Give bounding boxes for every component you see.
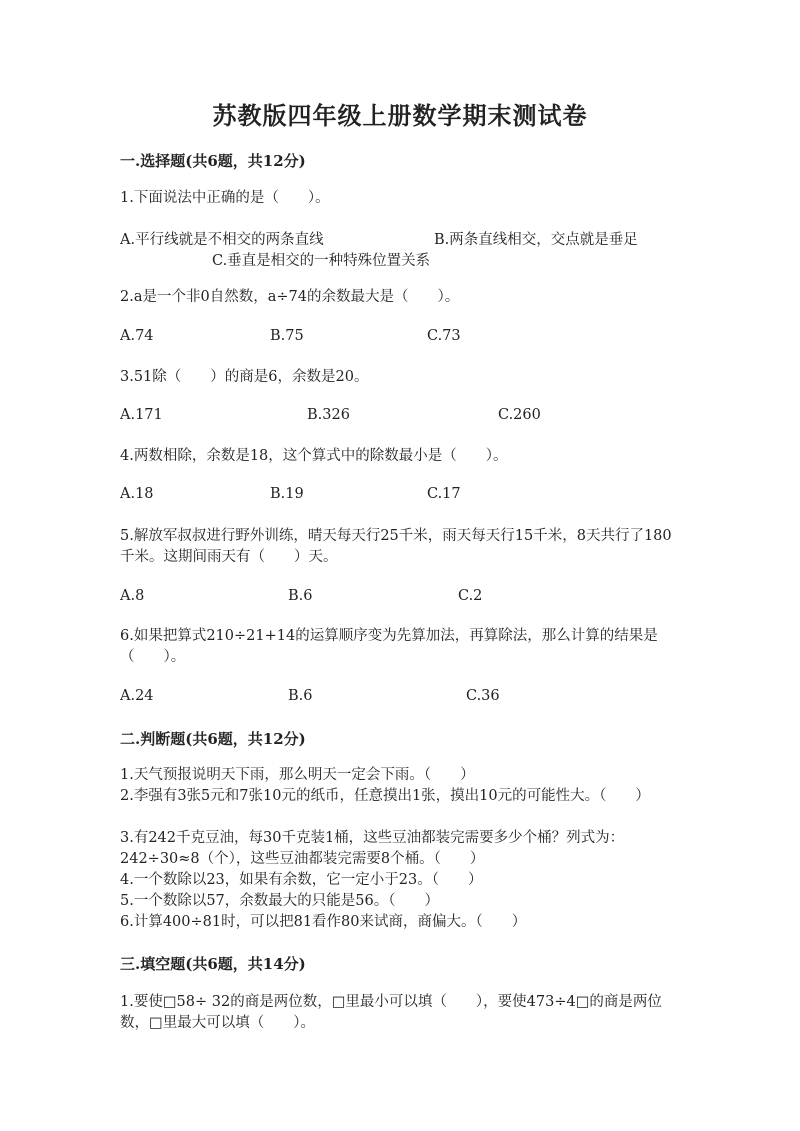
option-c: C.垂直是相交的一种特殊位置关系 (212, 253, 431, 269)
question-6-options (120, 688, 680, 708)
judgement-item: 3.有242千克豆油，每30千克装1桶，这些豆油都装完需要多少个桶？列式为：242÷30≈8（个），这些豆油都装完需要8个桶。（ ） (120, 830, 625, 867)
option-b: B.6 (288, 688, 313, 704)
option-b: B.326 (307, 407, 350, 423)
option-b: B.75 (270, 328, 304, 344)
option-c: C.73 (427, 328, 461, 344)
option-a: A.171 (120, 407, 163, 423)
section-heading-choice: 一.选择题(共6题，共12分) (120, 152, 306, 170)
question-1-options (120, 228, 680, 248)
option-a: A.平行线就是不相交的两条直线 (120, 232, 324, 248)
judgement-item: 6.计算400÷81时，可以把81看作80来试商，商偏大。（ ） (120, 914, 527, 930)
question-1: 1.下面说法中正确的是（ ）。 (120, 190, 330, 206)
section-heading-fill-blank: 三.填空题(共6题，共14分) (120, 955, 306, 973)
question-4: 4.两数相除，余数是18，这个算式中的除数最小是（ ）。 (120, 448, 508, 464)
option-c: C.2 (458, 588, 483, 604)
question-3-options (120, 407, 680, 427)
option-b: B.19 (270, 486, 304, 502)
option-c: C.36 (466, 688, 500, 704)
question-4-options (120, 486, 680, 506)
judgement-item: 1.天气预报说明天下雨，那么明天一定会下雨。（ ） (120, 767, 475, 783)
option-c: C.260 (498, 407, 541, 423)
question-5: 5.解放军叔叔进行野外训练，晴天每天行25千米，雨天每天行15千米，8天共行了180千米。这期间雨天有（ ）天。 (120, 528, 672, 565)
question-5-options (120, 588, 680, 608)
question-6: 6.如果把算式210÷21+14的运算顺序变为先算加法，再算除法，那么计算的结果是（ ）。 (120, 628, 658, 665)
option-b: B.6 (288, 588, 313, 604)
fill-blank-item: 1.要使□58÷ 32的商是两位数，□里最小可以填（ ），要使473÷4□的商是两位数，□里最大可以填（ ）。 (120, 994, 662, 1031)
question-3: 3.51除（ ）的商是6，余数是20。 (120, 369, 369, 385)
option-b: B.两条直线相交，交点就是垂足 (434, 232, 638, 248)
page-title: 苏教版四年级上册数学期末测试卷 (212, 101, 588, 130)
option-c: C.17 (427, 486, 461, 502)
question-2-options (120, 328, 680, 348)
option-a: A.8 (120, 588, 145, 604)
judgement-item: 4.一个数除以23，如果有余数，它一定小于23。（ ） (120, 872, 483, 888)
judgement-item: 5.一个数除以57，余数最大的只能是56。（ ） (120, 893, 439, 909)
question-2: 2.a是一个非0自然数，a÷74的余数最大是（ ）。 (120, 289, 460, 305)
option-a: A.74 (120, 328, 154, 344)
judgement-item: 2.李强有3张5元和7张10元的纸币，任意摸出1张，摸出10元的可能性大。（ ） (120, 788, 650, 804)
option-a: A.18 (120, 486, 154, 502)
option-a: A.24 (120, 688, 154, 704)
question-1-options-row2 (120, 249, 680, 269)
section-heading-judgement: 二.判断题(共6题，共12分) (120, 730, 306, 748)
